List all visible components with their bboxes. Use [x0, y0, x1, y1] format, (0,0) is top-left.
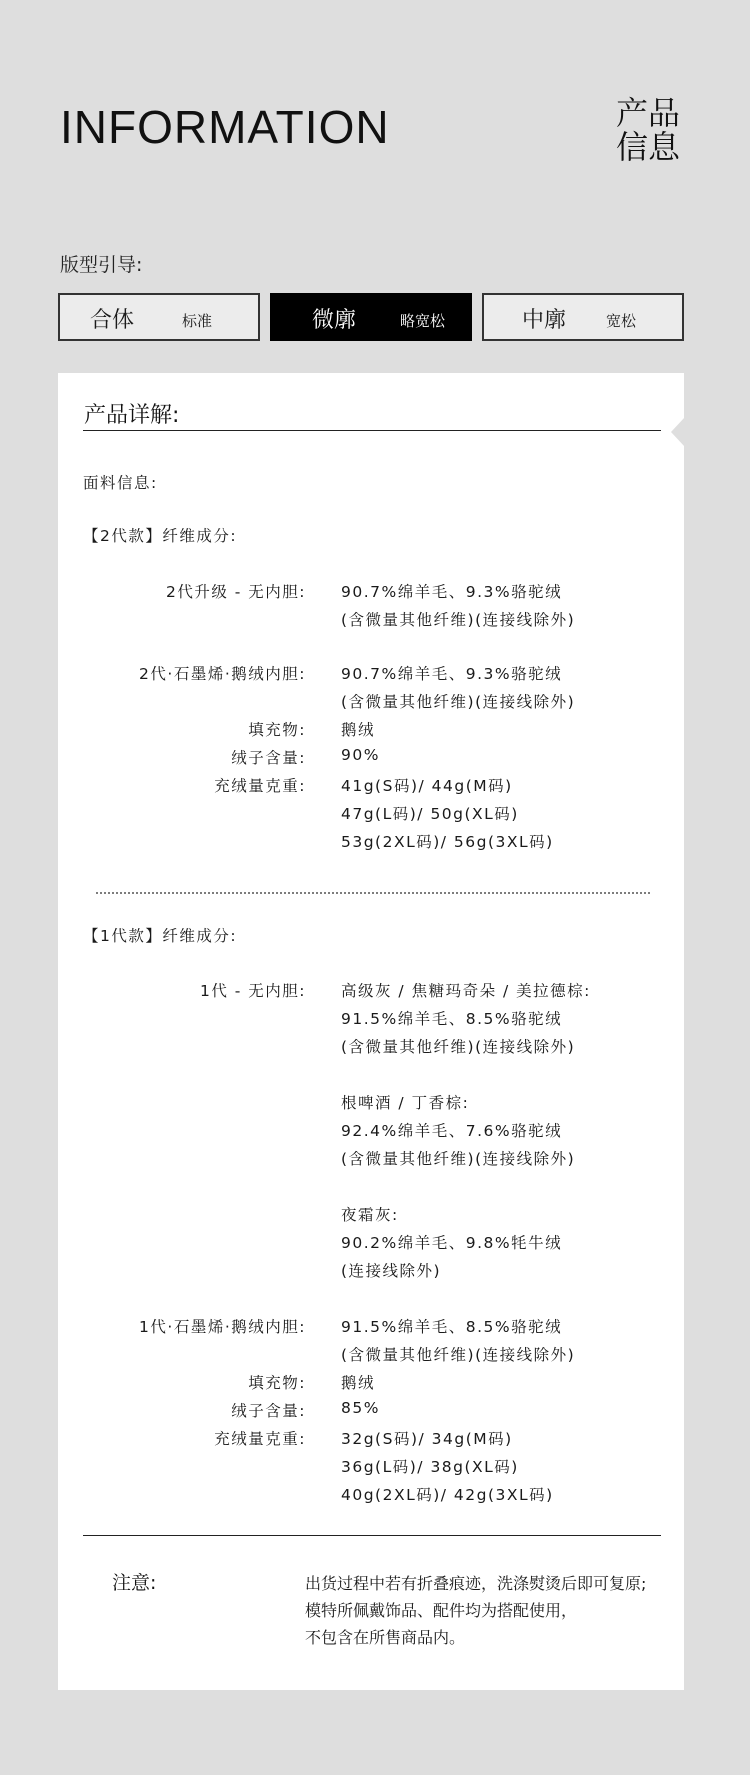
gen2-graphene-label: 2代·石墨烯·鹅绒内胆: — [139, 665, 306, 683]
fit-option-name: 中廓 — [522, 308, 567, 333]
gen1-colors-b-value: 92.4%绵羊毛、7.6%骆驼绒 — [341, 1122, 563, 1140]
gen2-down-label: 绒子含量: — [231, 749, 306, 767]
gen2-fill-value: 鹅绒 — [341, 721, 376, 739]
gen1-weight-line1: 32g(S码)/ 34g(M码) — [341, 1430, 513, 1448]
gen2-heading: 【2代款】纤维成分: — [83, 527, 238, 545]
gen2-weight-line2: 47g(L码)/ 50g(XL码) — [341, 805, 519, 823]
gen1-graphene-label: 1代·石墨烯·鹅绒内胆: — [139, 1318, 306, 1336]
gen1-no-liner-label: 1代 - 无内胆: — [199, 982, 306, 1000]
page-title-en: INFORMATION — [60, 101, 390, 153]
card-notch — [671, 417, 685, 447]
gen1-colors-a-note: (含微量其他纤维)(连接线除外) — [341, 1038, 576, 1056]
gen1-down-label: 绒子含量: — [231, 1402, 306, 1420]
gen2-fill-label: 填充物: — [248, 721, 306, 739]
gen2-no-liner-note: (含微量其他纤维)(连接线除外) — [341, 611, 576, 629]
fit-guide-label: 版型引导: — [60, 254, 143, 276]
gen2-graphene-note: (含微量其他纤维)(连接线除外) — [341, 693, 576, 711]
fit-option-name: 微廓 — [312, 308, 357, 333]
title-divider — [83, 430, 661, 431]
gen1-colors-c-value: 90.2%绵羊毛、9.8%牦牛绒 — [341, 1234, 563, 1252]
fit-option-desc: 标准 — [182, 312, 213, 330]
gen1-colors-b: 根啤酒 / 丁香棕: — [341, 1094, 470, 1112]
page-title-cn-line1: 产品 — [616, 94, 681, 132]
gen1-fill-label: 填充物: — [248, 1374, 306, 1392]
gen1-weight-label: 充绒量克重: — [214, 1430, 306, 1448]
fit-option-loose[interactable] — [482, 293, 684, 341]
gen1-colors-c: 夜霜灰: — [341, 1206, 399, 1224]
fit-option-desc: 略宽松 — [400, 312, 446, 330]
note-label: 注意: — [112, 1572, 157, 1594]
gen2-down-value: 90% — [341, 746, 380, 764]
section-divider — [95, 890, 652, 896]
page-title-cn — [616, 96, 680, 164]
fit-options — [58, 293, 684, 341]
note-line-2: 模特所佩戴饰品、配件均为搭配使用， — [305, 1601, 578, 1620]
gen1-heading: 【1代款】纤维成分: — [83, 927, 238, 945]
gen2-no-liner-label: 2代升级 - 无内胆: — [165, 583, 306, 601]
note-line-1: 出货过程中若有折叠痕迹，洗涤熨烫后即可复原; — [305, 1574, 647, 1593]
gen1-weight-line3: 40g(2XL码)/ 42g(3XL码) — [341, 1486, 554, 1504]
fit-option-regular[interactable] — [58, 293, 260, 341]
gen2-weight-line3: 53g(2XL码)/ 56g(3XL码) — [341, 833, 554, 851]
gen2-weight-line1: 41g(S码)/ 44g(M码) — [341, 777, 513, 795]
gen2-weight-label: 充绒量克重: — [214, 777, 306, 795]
note-divider — [83, 1535, 661, 1536]
details-title: 产品详解: — [84, 403, 180, 428]
gen1-fill-value: 鹅绒 — [341, 1374, 376, 1392]
fabric-info-label: 面料信息: — [83, 474, 158, 492]
gen1-down-value: 85% — [341, 1399, 380, 1417]
gen1-weight-line2: 36g(L码)/ 38g(XL码) — [341, 1458, 519, 1476]
gen1-colors-a: 高级灰 / 焦糖玛奇朵 / 美拉德棕: — [341, 982, 591, 1000]
page-title-cn-line2: 信息 — [616, 128, 681, 166]
fit-option-name: 合体 — [90, 308, 135, 333]
gen2-graphene-value: 90.7%绵羊毛、9.3%骆驼绒 — [341, 665, 563, 683]
fit-option-desc: 宽松 — [606, 312, 637, 330]
gen1-colors-c-note: (连接线除外) — [341, 1262, 442, 1280]
gen2-no-liner-value: 90.7%绵羊毛、9.3%骆驼绒 — [341, 583, 563, 601]
gen1-colors-b-note: (含微量其他纤维)(连接线除外) — [341, 1150, 576, 1168]
gen1-graphene-note: (含微量其他纤维)(连接线除外) — [341, 1346, 576, 1364]
gen1-colors-a-value: 91.5%绵羊毛、8.5%骆驼绒 — [341, 1010, 563, 1028]
gen1-graphene-value: 91.5%绵羊毛、8.5%骆驼绒 — [341, 1318, 563, 1336]
fit-option-slight-loose[interactable] — [270, 293, 472, 341]
note-line-3: 不包含在所售商品内。 — [305, 1628, 466, 1647]
